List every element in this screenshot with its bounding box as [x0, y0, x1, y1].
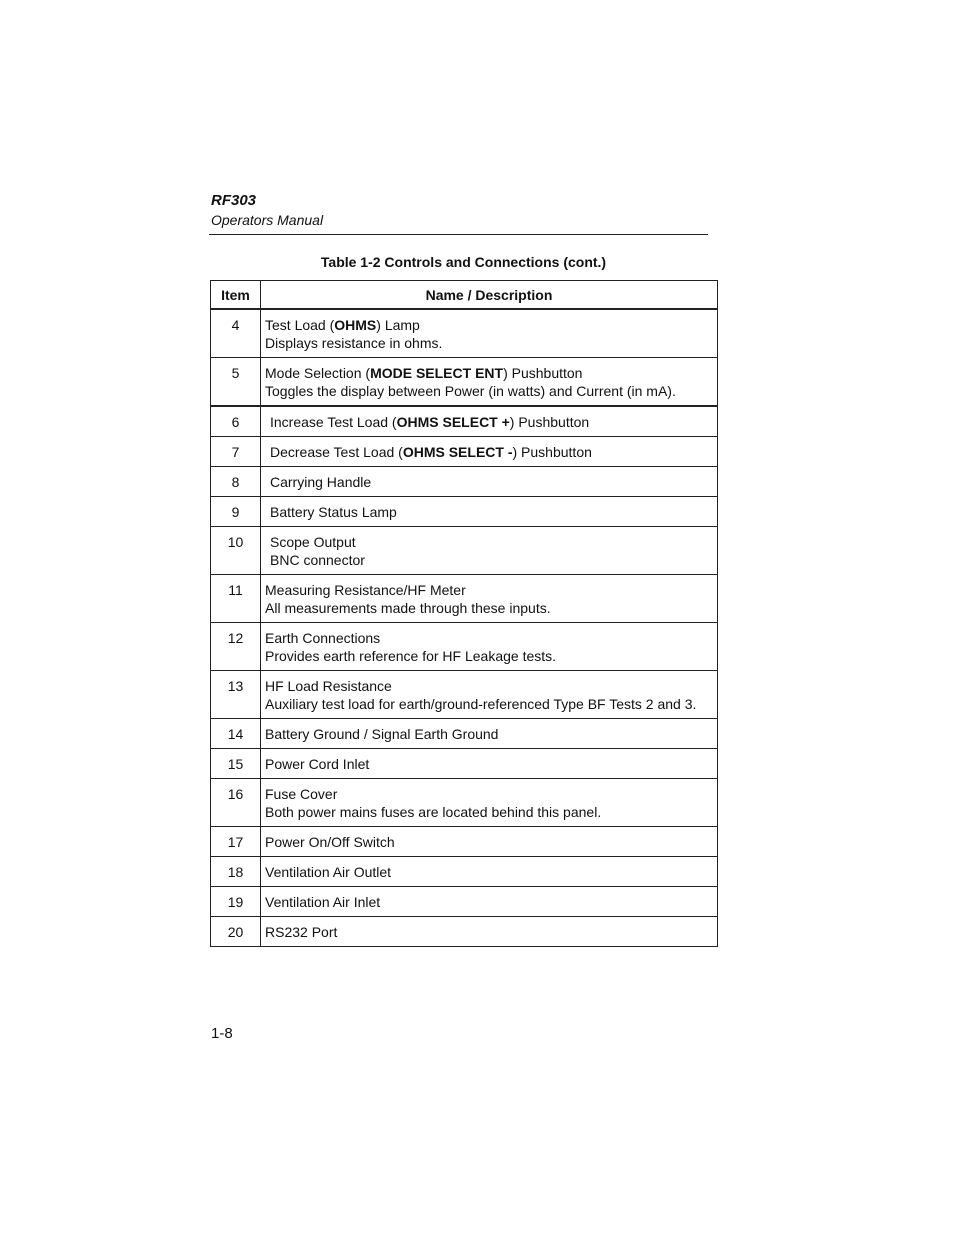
item-name-description: [261, 575, 718, 623]
item-name-description: [261, 719, 718, 749]
item-name: [270, 503, 713, 521]
item-name-text: Measuring Resistance/HF Meter: [265, 582, 466, 598]
item-name-text: Decrease Test Load (: [270, 444, 403, 460]
table-row: [211, 749, 718, 779]
document-subtitle: Operators Manual: [211, 212, 324, 228]
item-name-text: Test Load (: [265, 317, 335, 333]
item-name: [270, 473, 713, 491]
item-name-suffix: ) Pushbutton: [503, 365, 583, 381]
table-row: [211, 309, 718, 358]
item-description: Provides earth reference for HF Leakage tests.: [265, 648, 557, 664]
item-name-description: [261, 827, 718, 857]
item-description: Displays resistance in ohms.: [265, 335, 443, 351]
table-row: [211, 575, 718, 623]
item-name-text: RS232 Port: [265, 924, 338, 940]
column-header-name-description: Name / Description: [261, 281, 718, 310]
item-name-description: [261, 917, 718, 947]
item-name-description: [261, 671, 718, 719]
table-row: [211, 719, 718, 749]
item-name-suffix: ) Pushbutton: [509, 414, 590, 430]
item-number: 15: [211, 749, 261, 779]
item-name-suffix: ) Pushbutton: [512, 444, 592, 460]
item-name-text: Fuse Cover: [265, 786, 338, 802]
item-number: 20: [211, 917, 261, 947]
item-name-description: [261, 406, 718, 437]
item-description: BNC connector: [270, 552, 365, 568]
item-number: 6: [211, 406, 261, 437]
item-number: 17: [211, 827, 261, 857]
item-name-description: [261, 857, 718, 887]
table-row: [211, 358, 718, 407]
table-row: [211, 827, 718, 857]
item-name: [265, 677, 713, 695]
item-name: [265, 629, 713, 647]
table-row: [211, 406, 718, 437]
table-row: [211, 497, 718, 527]
document-title: RF303: [211, 192, 257, 209]
item-name-text: Ventilation Air Outlet: [265, 864, 392, 880]
item-number: 14: [211, 719, 261, 749]
item-number: 9: [211, 497, 261, 527]
item-name-description: [261, 779, 718, 827]
item-name-description: [261, 497, 718, 527]
item-name: [270, 413, 713, 431]
item-name-description: [261, 623, 718, 671]
item-number: 10: [211, 527, 261, 575]
item-number: 5: [211, 358, 261, 407]
table-row: [211, 527, 718, 575]
table-row: [211, 779, 718, 827]
item-number: 16: [211, 779, 261, 827]
table-row: [211, 467, 718, 497]
item-description: Toggles the display between Power (in watts) and Current (in mA).: [265, 383, 676, 399]
item-name: [265, 785, 713, 803]
item-number: 4: [211, 309, 261, 358]
table-row: [211, 671, 718, 719]
item-number: 19: [211, 887, 261, 917]
item-name-description: [261, 437, 718, 467]
table-header-row: [211, 281, 718, 310]
item-name: [270, 533, 713, 551]
item-name-text: Ventilation Air Inlet: [265, 894, 381, 910]
control-label: MODE SELECT ENT: [370, 365, 504, 381]
controls-table: [210, 280, 718, 947]
item-name: [265, 923, 713, 941]
item-name-text: Scope Output: [270, 534, 356, 550]
item-name-text: Carrying Handle: [270, 474, 372, 490]
control-label: OHMS: [334, 317, 377, 333]
item-name-text: HF Load Resistance: [265, 678, 392, 694]
item-name: [270, 443, 713, 461]
item-name-text: Battery Status Lamp: [270, 504, 397, 520]
item-name-suffix: ) Lamp: [376, 317, 420, 333]
item-name: [265, 893, 713, 911]
header-divider: [209, 234, 708, 235]
item-name-text: Power Cord Inlet: [265, 756, 370, 772]
control-label: OHMS SELECT -: [402, 444, 513, 460]
table-row: [211, 437, 718, 467]
table-body: [211, 309, 718, 947]
item-name-description: [261, 358, 718, 407]
table-row: [211, 887, 718, 917]
item-name: [265, 833, 713, 851]
page-number: 1-8: [211, 1025, 233, 1042]
column-header-item: Item: [211, 281, 261, 310]
item-name-text: Increase Test Load (: [270, 414, 397, 430]
item-description: Both power mains fuses are located behind this panel.: [265, 804, 602, 820]
item-name-text: Battery Ground / Signal Earth Ground: [265, 726, 499, 742]
item-number: 11: [211, 575, 261, 623]
item-name-description: [261, 749, 718, 779]
item-number: 18: [211, 857, 261, 887]
item-number: 12: [211, 623, 261, 671]
item-name-description: [261, 527, 718, 575]
item-description: All measurements made through these inputs.: [265, 600, 551, 616]
item-name: [265, 316, 713, 334]
table-row: [211, 623, 718, 671]
item-name: [265, 364, 713, 382]
item-number: 13: [211, 671, 261, 719]
item-name-description: [261, 887, 718, 917]
item-name-text: Mode Selection (: [265, 365, 371, 381]
item-name: [265, 581, 713, 599]
item-name: [265, 863, 713, 881]
item-name-description: [261, 467, 718, 497]
item-name-text: Power On/Off Switch: [265, 834, 395, 850]
table-row: [211, 917, 718, 947]
item-number: 8: [211, 467, 261, 497]
item-name: [265, 725, 713, 743]
control-label: OHMS SELECT +: [396, 414, 510, 430]
table-caption: Table 1-2 Controls and Connections (cont.): [320, 254, 607, 270]
item-name-text: Earth Connections: [265, 630, 381, 646]
item-name: [265, 755, 713, 773]
table-row: [211, 857, 718, 887]
item-number: 7: [211, 437, 261, 467]
item-name-description: [261, 309, 718, 358]
item-description: Auxiliary test load for earth/ground-referenced Type BF Tests 2 and 3.: [265, 696, 697, 712]
